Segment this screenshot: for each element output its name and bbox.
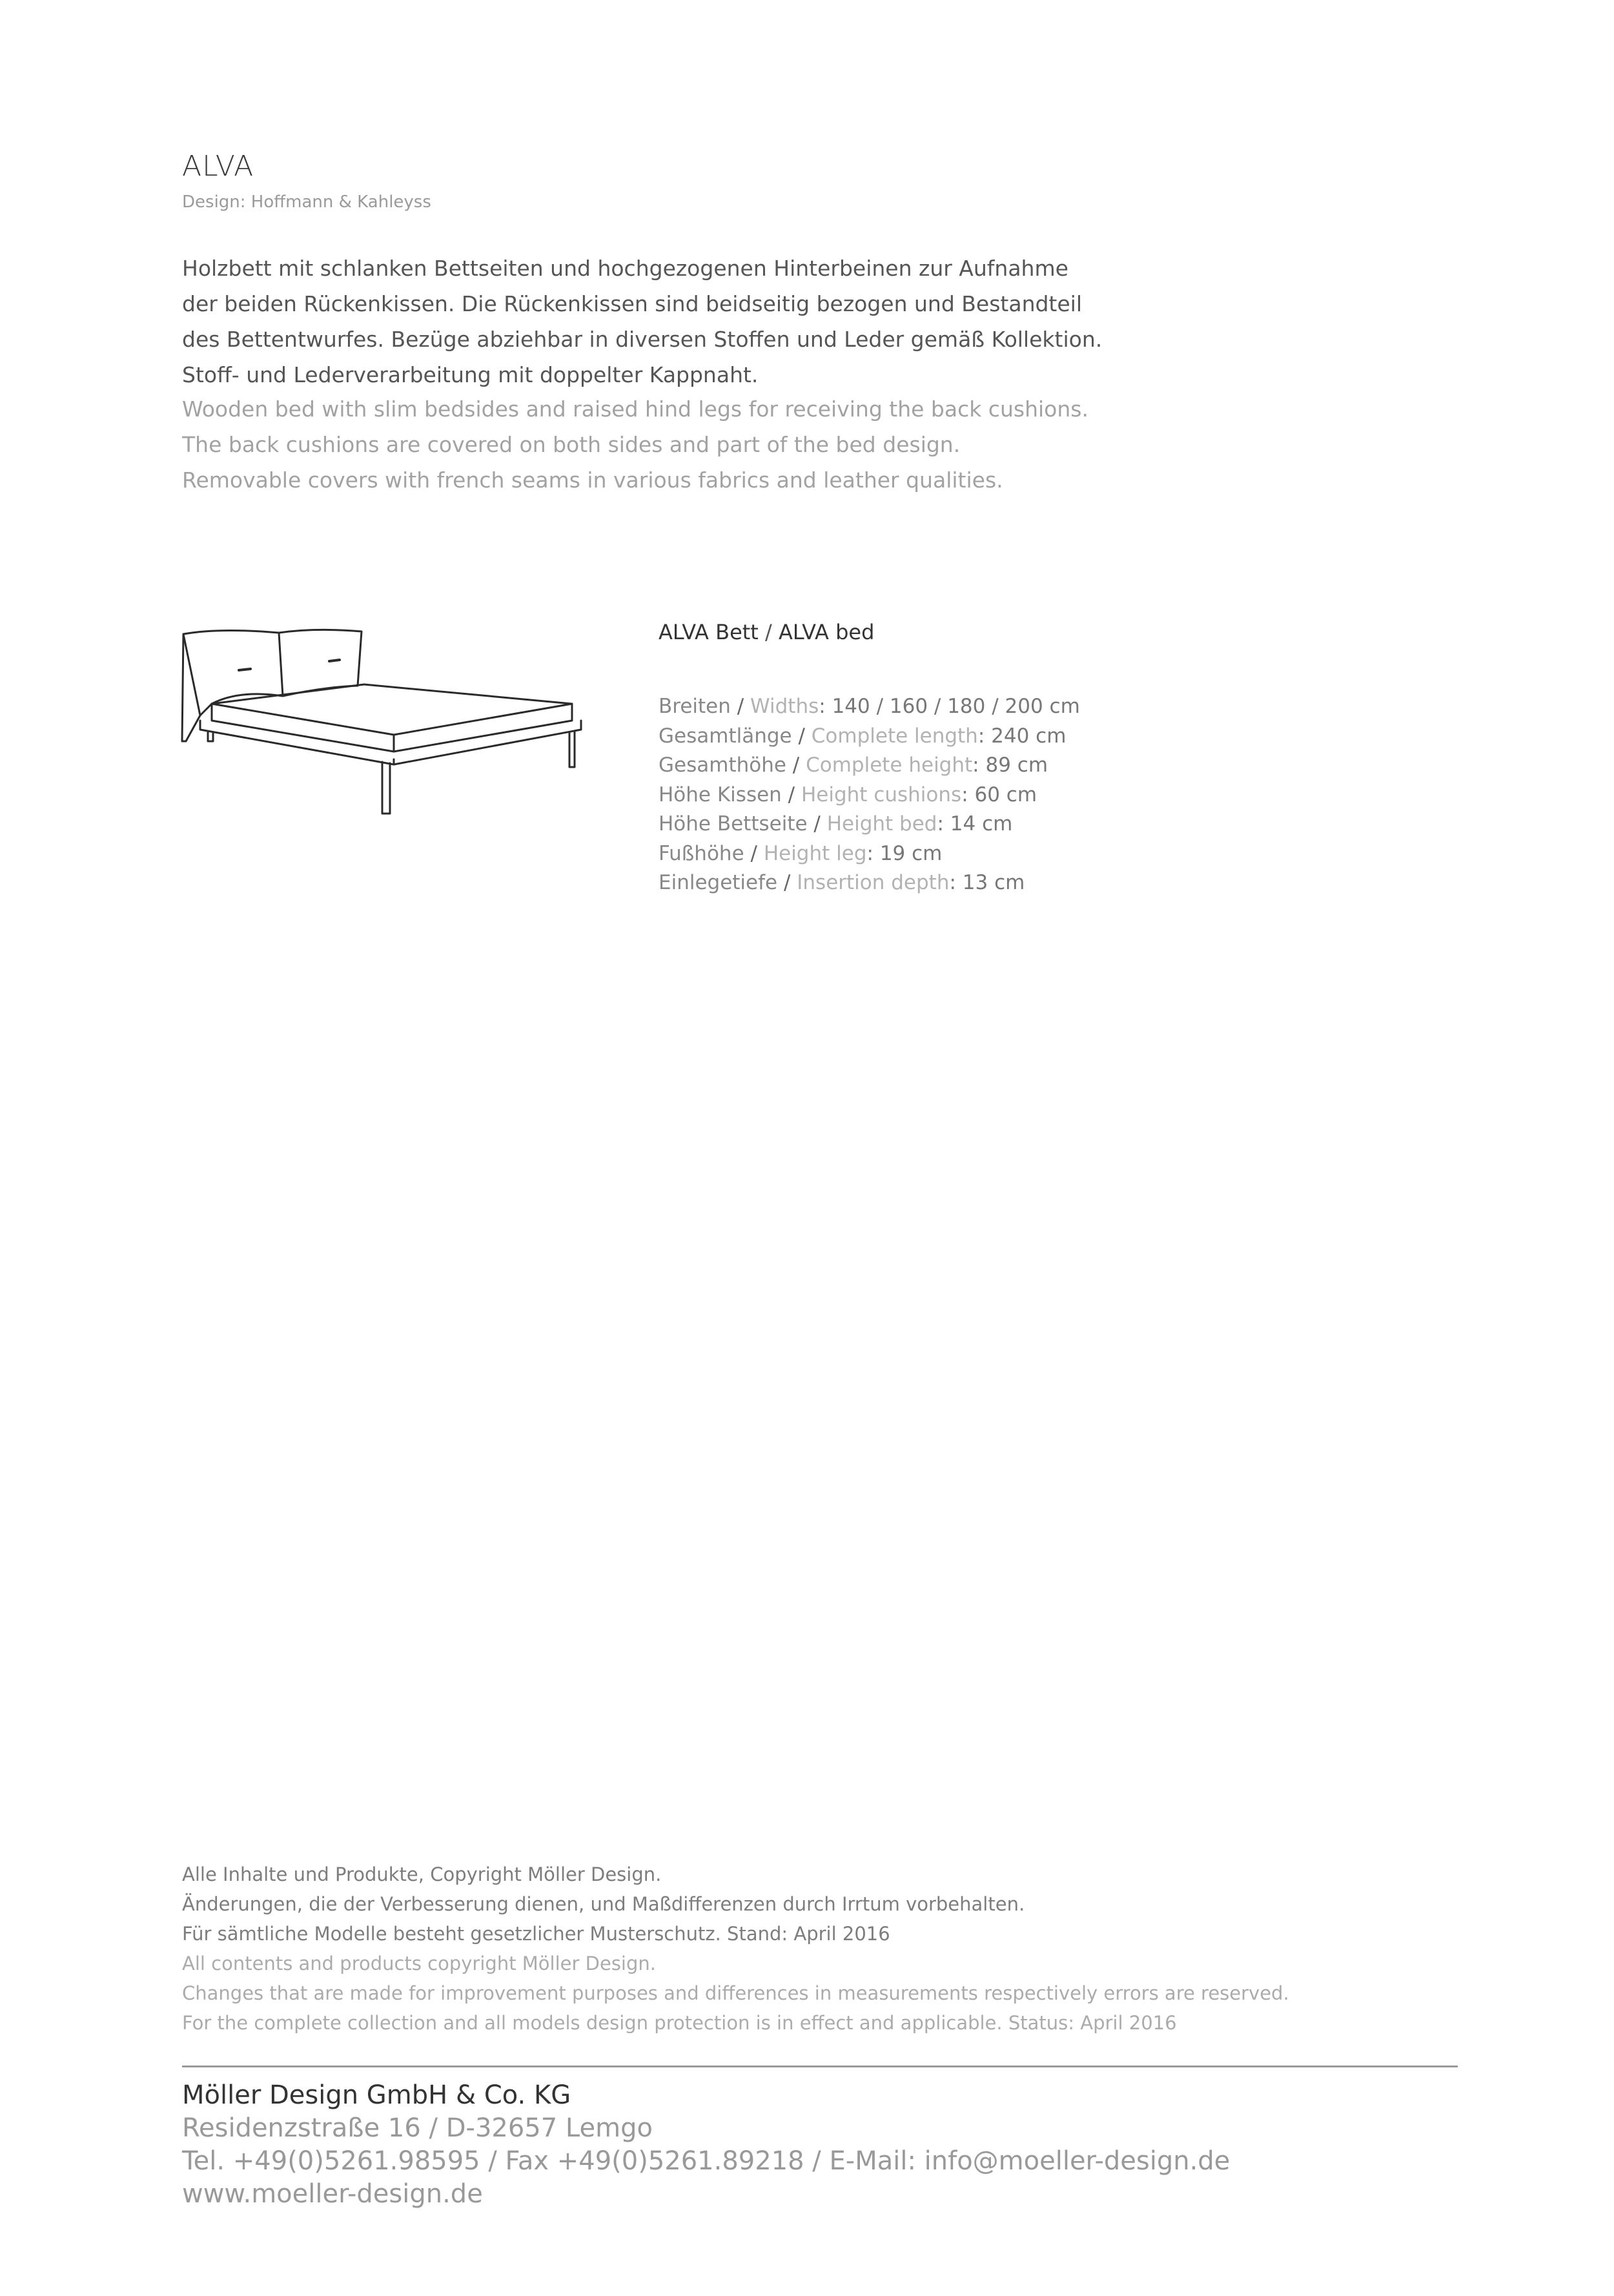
description-en-line: The back cushions are covered on both sides and part of the bed design. — [182, 432, 961, 457]
company-name: Möller Design GmbH & Co. KG — [182, 2080, 571, 2110]
spec-label-de: Breiten — [659, 695, 731, 718]
spec-row-complete-length: Gesamtlänge / Complete length: 240 cm — [659, 724, 1067, 748]
spec-row-widths: Breiten / Widths: 140 / 160 / 180 / 200 cm — [659, 695, 1080, 718]
model-name-separator: / — [758, 620, 779, 644]
description-de-line: des Bettentwurfes. Bezüge abziehbar in diversen Stoffen und Leder gemäß Kollektion. — [182, 327, 1103, 352]
model-name-en: ALVA bed — [778, 620, 875, 644]
company-website: www.moeller-design.de — [182, 2179, 483, 2209]
spec-row-height-leg: Fußhöhe / Height leg: 19 cm — [659, 841, 943, 865]
company-contact: Tel. +49(0)5261.98595 / Fax +49(0)5261.89218 / E-Mail: info@moeller-design.de — [182, 2146, 1231, 2176]
company-address: Residenzstraße 16 / D-32657 Lemgo — [182, 2113, 653, 2143]
spec-label-en: Insertion depth — [797, 871, 950, 894]
spec-value: : 240 cm — [977, 724, 1067, 748]
spec-label-de: Einlegetiefe — [659, 871, 778, 894]
spec-label-en: Complete height — [806, 753, 973, 777]
legal-de-line: Alle Inhalte und Produkte, Copyright Möller Design. — [182, 1863, 662, 1885]
legal-en-line: For the complete collection and all models design protection is in effect and applicable. Status: April 2016 — [182, 2012, 1177, 2034]
legal-en-line: All contents and products copyright Möller Design. — [182, 1953, 656, 1974]
legal-de-line: Für sämtliche Modelle besteht gesetzlicher Musterschutz. Stand: April 2016 — [182, 1923, 890, 1945]
spec-label-de: Höhe Bettseite — [659, 812, 808, 835]
company-footer — [182, 2079, 1230, 2211]
spec-row-insertion-depth: Einlegetiefe / Insertion depth: 13 cm — [659, 871, 1025, 894]
spec-row-complete-height: Gesamthöhe / Complete height: 89 cm — [659, 753, 1048, 777]
spec-value: : 140 / 160 / 180 / 200 cm — [819, 695, 1080, 718]
spec-label-en: Height bed — [826, 812, 937, 835]
spec-row-height-cushions: Höhe Kissen / Height cushions: 60 cm — [659, 783, 1037, 806]
designer-credit: Design: Hoffmann & Kahleyss — [182, 192, 431, 212]
spec-label-en: Complete length — [811, 724, 978, 748]
model-name — [659, 620, 874, 644]
description-de-line: der beiden Rückenkissen. Die Rückenkissen sind beidseitig bezogen und Bestandteil — [182, 291, 1083, 316]
description-de-line: Stoff- und Lederverarbeitung mit doppelter Kappnaht. — [182, 362, 759, 387]
spec-value: : 19 cm — [866, 841, 943, 865]
model-name-de: ALVA Bett — [659, 620, 759, 644]
spec-value: : 14 cm — [937, 812, 1013, 835]
spec-value: : 60 cm — [961, 783, 1037, 806]
bed-line-drawing-icon — [174, 613, 594, 826]
spec-label-de: Gesamtlänge — [659, 724, 792, 748]
description-en-line: Wooden bed with slim bedsides and raised hind legs for receiving the back cushions. — [182, 396, 1088, 422]
spec-row-height-bed: Höhe Bettseite / Height bed: 14 cm — [659, 812, 1013, 835]
spec-label-de: Fußhöhe — [659, 841, 744, 865]
spec-label-en: Height leg — [763, 841, 867, 865]
specification-list — [659, 692, 1080, 898]
spec-value: : 13 cm — [949, 871, 1025, 894]
legal-notice — [182, 1860, 1289, 2038]
legal-en-line: Changes that are made for improvement purposes and differences in measurements respectively errors are reserved. — [182, 1982, 1289, 2004]
spec-label-de: Gesamthöhe — [659, 753, 786, 777]
description-en-line: Removable covers with french seams in various fabrics and leather qualities. — [182, 467, 1003, 493]
product-title: ALVA — [182, 150, 254, 183]
legal-de-line: Änderungen, die der Verbesserung dienen, und Maßdifferenzen durch Irrtum vorbehalten. — [182, 1893, 1025, 1915]
footer-divider — [182, 2065, 1458, 2067]
spec-label-de: Höhe Kissen — [659, 783, 782, 806]
description-english — [182, 391, 1215, 498]
spec-value: : 89 cm — [972, 753, 1048, 777]
spec-label-en: Widths — [750, 695, 819, 718]
description-de-line: Holzbett mit schlanken Bettseiten und hochgezogenen Hinterbeinen zur Aufnahme — [182, 256, 1068, 281]
spec-label-en: Height cushions — [801, 783, 962, 806]
description-german — [182, 251, 1150, 393]
